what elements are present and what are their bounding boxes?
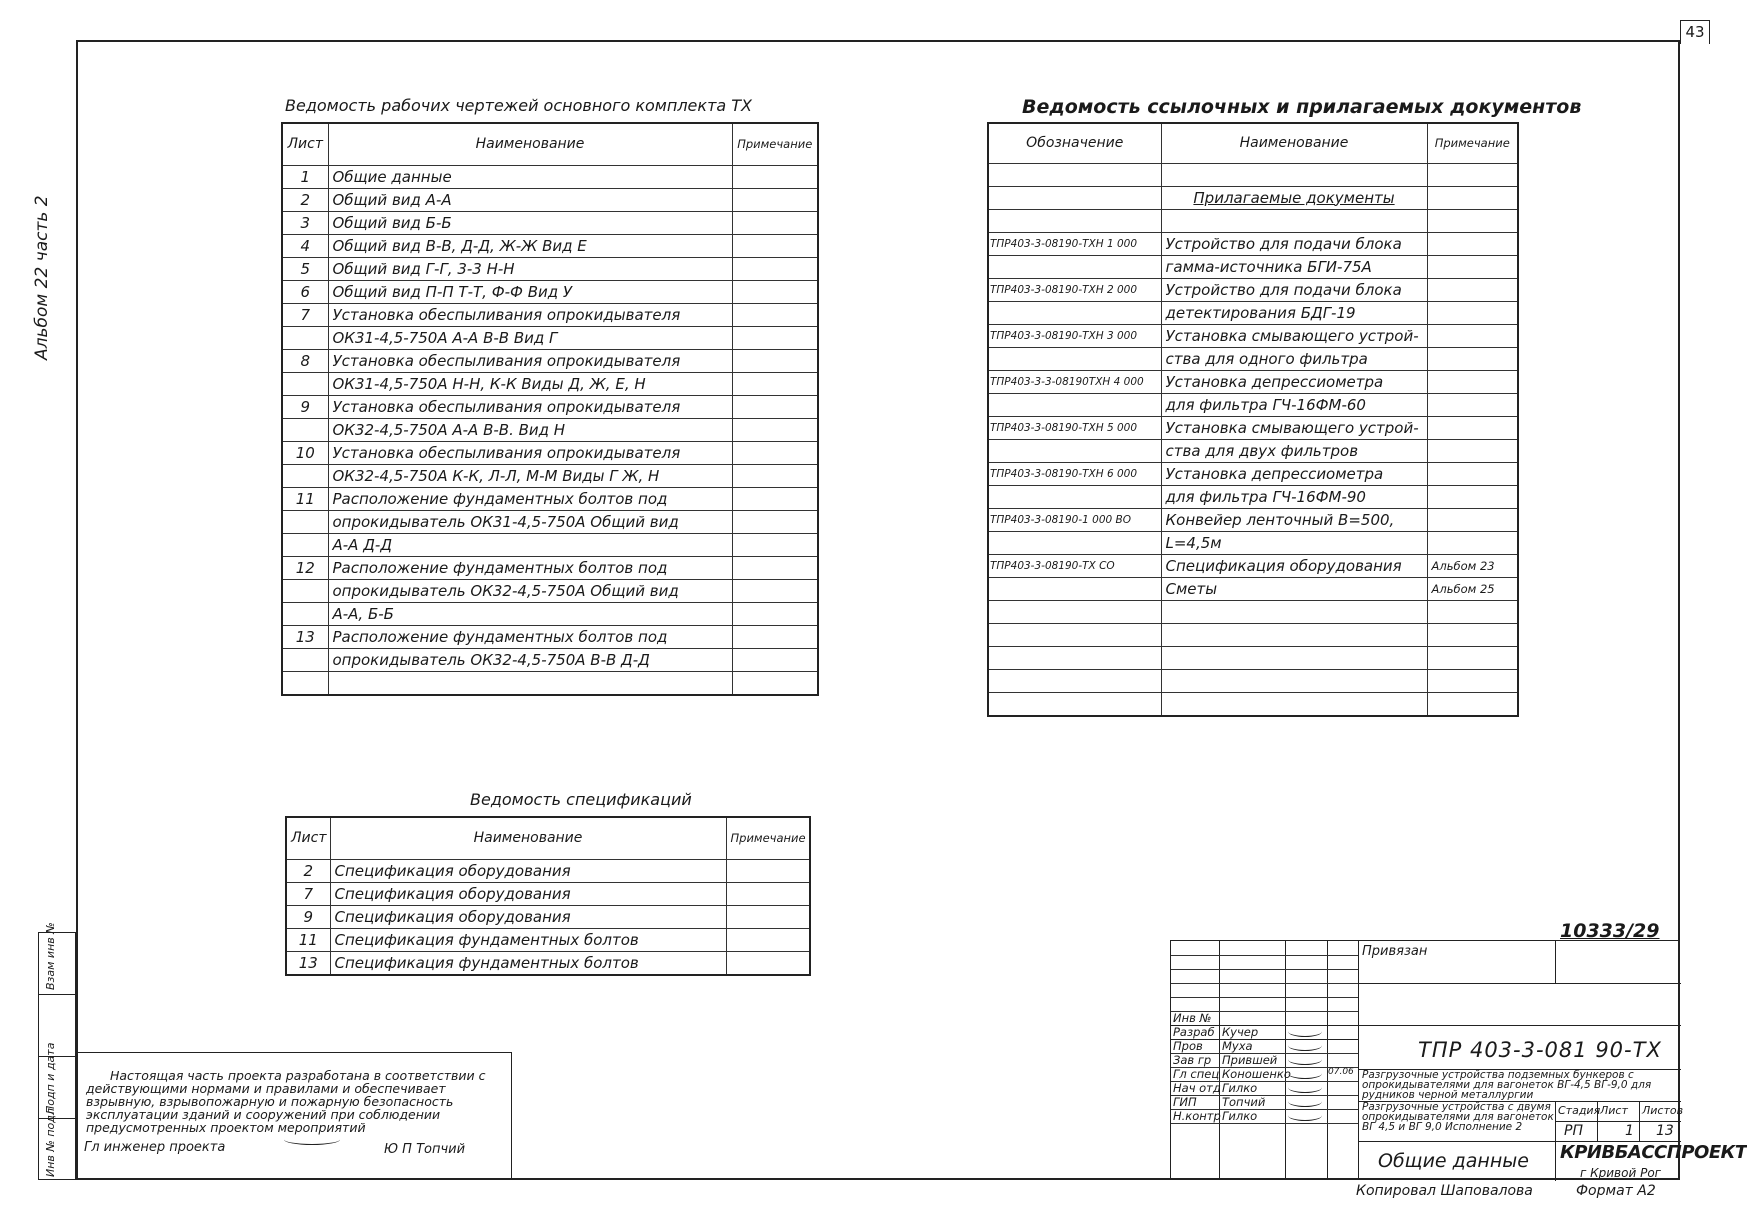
sheet-number-cell — [282, 533, 328, 556]
sheet-note-cell — [732, 671, 818, 695]
reference-code-cell — [988, 301, 1161, 324]
reference-code-cell — [988, 600, 1161, 623]
reference-name-cell — [1161, 623, 1427, 646]
stamp-name: Коношенко — [1222, 1067, 1291, 1081]
reference-code-cell: ТПР403-3-08190-ТХН 1 000 — [988, 232, 1161, 255]
table-row — [988, 324, 1518, 347]
reference-note-cell — [1427, 186, 1518, 209]
sheet-note-cell — [732, 349, 818, 372]
sheet-note-cell — [732, 579, 818, 602]
sheet-note-cell — [732, 418, 818, 441]
table-row — [988, 347, 1518, 370]
table-row — [988, 646, 1518, 669]
sheet-number-cell — [282, 464, 328, 487]
table-row — [988, 255, 1518, 278]
stamp-role: Пров — [1173, 1039, 1203, 1053]
sheet-name-cell: Общие данные — [328, 165, 732, 188]
stamp-name: Прившей — [1222, 1053, 1278, 1067]
reference-name-cell: ства для одного фильтра — [1161, 347, 1427, 370]
sheet-title: Общие данные — [1378, 1150, 1529, 1172]
reference-code-cell — [988, 186, 1161, 209]
spec-note-cell — [726, 905, 810, 928]
reference-note-cell: Альбом 23 — [1427, 554, 1518, 577]
reference-note-cell — [1427, 370, 1518, 393]
reference-name-cell — [1161, 209, 1427, 232]
sheet-number-cell — [282, 602, 328, 625]
reference-name-cell: Установка смывающего устрой- — [1161, 324, 1427, 347]
sheet-number-cell: 8 — [282, 349, 328, 372]
reference-code-cell: ТПР403-3-08190-1 000 ВО — [988, 508, 1161, 531]
table-row — [282, 671, 818, 695]
stamp-name: Муха — [1222, 1039, 1253, 1053]
reference-note-cell — [1427, 669, 1518, 692]
reference-code-cell: ТПР403-3-08190-ТХН 5 000 — [988, 416, 1161, 439]
sheet-name-cell: Установка обеспыливания опрокидывателя — [328, 395, 732, 418]
table-row — [282, 556, 818, 579]
sheet-note-cell — [732, 303, 818, 326]
sheet-name-cell: Общий вид Г-Г, 3-3 Н-Н — [328, 257, 732, 280]
signature-mark — [1288, 1110, 1322, 1121]
references-table-title: Ведомость ссылочных и прилагаемых документов — [1022, 96, 1582, 118]
sheet-number-cell: 2 — [282, 188, 328, 211]
reference-code-cell — [988, 646, 1161, 669]
sheet-note-cell — [732, 395, 818, 418]
table-row — [282, 303, 818, 326]
table-row — [282, 165, 818, 188]
reference-note-cell — [1427, 531, 1518, 554]
table-row — [282, 280, 818, 303]
references-table — [987, 122, 1519, 717]
sheet-note-cell — [732, 441, 818, 464]
sheet-name-cell: А-А, Б-Б — [328, 602, 732, 625]
stamp-name: Топчий — [1222, 1095, 1266, 1109]
reference-note-cell — [1427, 416, 1518, 439]
reference-name-cell: Устройство для подачи блока — [1161, 278, 1427, 301]
references-table-body — [988, 163, 1518, 716]
reference-note-cell — [1427, 163, 1518, 186]
reference-code-cell — [988, 577, 1161, 600]
spec-note-cell — [726, 859, 810, 882]
sheet-note-cell — [732, 533, 818, 556]
sheet-note-cell — [732, 510, 818, 533]
stamp-role: Гл спец — [1173, 1067, 1220, 1081]
copied-by: Копировал Шаповалова — [1356, 1183, 1533, 1199]
sheet-note-cell — [732, 211, 818, 234]
table-row — [282, 602, 818, 625]
header-name: Наименование — [328, 123, 732, 165]
spec-name-cell: Спецификация оборудования — [330, 859, 726, 882]
reference-name-cell — [1161, 692, 1427, 716]
header-note: Примечание — [726, 817, 810, 859]
table-row — [286, 951, 810, 975]
sheet-number-cell — [282, 326, 328, 349]
spec-table-title: Ведомость спецификаций — [470, 790, 692, 809]
sheet-name-cell: Установка обеспыливания опрокидывателя — [328, 441, 732, 464]
reference-code-cell — [988, 255, 1161, 278]
sheet-name-cell: Установка обеспыливания опрокидывателя — [328, 349, 732, 372]
album-label: Альбом 22 часть 2 — [32, 195, 52, 360]
drawings-table-title: Ведомость рабочих чертежей основного комплекта ТХ — [285, 96, 753, 115]
table-row — [282, 510, 818, 533]
sheet-number-cell: 4 — [282, 234, 328, 257]
sheet-name-cell: опрокидыватель ОК31-4,5-750А Общий вид — [328, 510, 732, 533]
sheet-number-cell — [282, 579, 328, 602]
sheet-number-cell — [282, 510, 328, 533]
stamp-name: Кучер — [1222, 1025, 1259, 1039]
sheet-number-cell — [282, 372, 328, 395]
table-row — [988, 301, 1518, 324]
stamp-role: Зав гр — [1173, 1053, 1212, 1067]
sheet-number-cell: 5 — [282, 257, 328, 280]
spec-note-cell — [726, 951, 810, 975]
page-number: 43 — [1680, 20, 1710, 44]
sheet-name-cell: Общий вид П-П Т-Т, Ф-Ф Вид У — [328, 280, 732, 303]
sheet-number-cell — [282, 648, 328, 671]
sheet-name-cell: Общий вид В-В, Д-Д, Ж-Ж Вид Е — [328, 234, 732, 257]
sheet-name-cell: Общий вид Б-Б — [328, 211, 732, 234]
reference-name-cell: гамма-источника БГИ-75А — [1161, 255, 1427, 278]
sheet-note-cell — [732, 165, 818, 188]
paper-format: Формат А2 — [1576, 1183, 1656, 1199]
sheet-number-cell — [282, 671, 328, 695]
sheet-note-cell — [732, 188, 818, 211]
table-row — [988, 485, 1518, 508]
sheet-name-cell: ОК32-4,5-750А К-К, Л-Л, М-М Виды Г Ж, Н — [328, 464, 732, 487]
sheet-note-cell — [732, 487, 818, 510]
sheets-label: Листов — [1642, 1104, 1684, 1117]
sheets-value: 13 — [1656, 1123, 1674, 1139]
title-block — [1170, 940, 1747, 1180]
reference-note-cell — [1427, 485, 1518, 508]
table-row — [282, 579, 818, 602]
reference-note-cell — [1427, 646, 1518, 669]
spec-table — [285, 816, 811, 976]
spec-name-cell: Спецификация оборудования — [330, 882, 726, 905]
reference-note-cell — [1427, 692, 1518, 716]
sheet-number-cell: 11 — [282, 487, 328, 510]
sheet-number-cell: 13 — [282, 625, 328, 648]
binding-number: 10333/29 — [1560, 920, 1660, 942]
reference-note-cell — [1427, 232, 1518, 255]
table-row — [988, 531, 1518, 554]
reference-name-cell: для фильтра ГЧ-16ФМ-60 — [1161, 393, 1427, 416]
sheet-note-cell — [732, 464, 818, 487]
table-row — [282, 625, 818, 648]
header-note: Примечание — [732, 123, 818, 165]
reference-name-cell: Установка депрессиометра — [1161, 370, 1427, 393]
sheet-name-cell — [328, 671, 732, 695]
sheet-number-cell: 13 — [286, 951, 330, 975]
table-row — [988, 209, 1518, 232]
document-description: Разгрузочные устройства подземных бункеров с опрокидывателями для вагонеток ВГ-4,5 ВГ-9,0 для рудников черной металлургии — [1362, 1069, 1652, 1101]
reference-note-cell — [1427, 393, 1518, 416]
reference-name-cell — [1161, 163, 1427, 186]
reference-code-cell: ТПР403-3-08190-ТХН 6 000 — [988, 462, 1161, 485]
reference-name-cell — [1161, 646, 1427, 669]
signature-mark — [1288, 1096, 1322, 1107]
reference-name-cell: Устройство для подачи блока — [1161, 232, 1427, 255]
table-row — [286, 905, 810, 928]
sheet-number-cell: 6 — [282, 280, 328, 303]
signature-mark — [1288, 1068, 1322, 1079]
spec-name-cell: Спецификация фундаментных болтов — [330, 951, 726, 975]
side-strip-cell: Взам инв № — [39, 933, 75, 995]
table-row — [286, 882, 810, 905]
spec-note-cell — [726, 882, 810, 905]
table-row — [286, 859, 810, 882]
sheet-name-cell: опрокидыватель ОК32-4,5-750А Общий вид — [328, 579, 732, 602]
sheet-number-cell: 9 — [282, 395, 328, 418]
table-row — [282, 257, 818, 280]
sheet-value: 1 — [1625, 1123, 1634, 1139]
sheet-number-cell: 3 — [282, 211, 328, 234]
table-row — [988, 232, 1518, 255]
reference-code-cell — [988, 209, 1161, 232]
reference-note-cell — [1427, 439, 1518, 462]
reference-note-cell — [1427, 209, 1518, 232]
sheet-note-cell — [732, 257, 818, 280]
sheet-name-cell: Расположение фундаментных болтов под — [328, 556, 732, 579]
sheet-name-cell: Расположение фундаментных болтов под — [328, 487, 732, 510]
sheet-note-cell — [732, 326, 818, 349]
reference-name-cell — [1161, 600, 1427, 623]
table-row — [282, 648, 818, 671]
reference-code-cell — [988, 439, 1161, 462]
reference-note-cell — [1427, 623, 1518, 646]
table-row — [988, 370, 1518, 393]
signature-mark — [1288, 1082, 1322, 1093]
table-row — [988, 416, 1518, 439]
sheet-name-cell: опрокидыватель ОК32-4,5-750А В-В Д-Д — [328, 648, 732, 671]
organization-logo: КРИВБАССПРОЕКТ — [1560, 1142, 1747, 1163]
document-code: ТПР 403-3-081 90-ТХ — [1418, 1038, 1662, 1062]
reference-code-cell: ТПР403-3-3-08190ТХН 4 000 — [988, 370, 1161, 393]
reference-name-cell: для фильтра ГЧ-16ФМ-90 — [1161, 485, 1427, 508]
sheet-label: Лист — [1600, 1104, 1628, 1117]
drawings-table-body — [282, 165, 818, 695]
table-row — [988, 692, 1518, 716]
table-row — [988, 554, 1518, 577]
spec-note-cell — [726, 928, 810, 951]
sheet-name-cell: Установка обеспыливания опрокидывателя — [328, 303, 732, 326]
table-row — [282, 372, 818, 395]
sheet-number-cell: 11 — [286, 928, 330, 951]
project-note-text: Настоящая часть проекта разработана в соответствии с действующими нормами и правилами и обеспечивает взрывную, взрывопожарную и пожарную безопасность эксплуатации зданий и сооружений при соблюдении предусмотренных проектом мероприятий — [86, 1068, 486, 1135]
table-row — [286, 928, 810, 951]
sheet-number-cell: 9 — [286, 905, 330, 928]
signature-mark — [1288, 1054, 1322, 1065]
table-row — [988, 186, 1518, 209]
reference-code-cell: ТПР403-3-08190-ТХН 3 000 — [988, 324, 1161, 347]
reference-note-cell — [1427, 278, 1518, 301]
sheet-number-cell: 7 — [282, 303, 328, 326]
table-row — [282, 188, 818, 211]
chief-engineer-role: Гл инженер проекта — [84, 1140, 226, 1155]
date-fragment: 07.06 — [1328, 1067, 1354, 1077]
reference-code-cell — [988, 669, 1161, 692]
table-row — [282, 487, 818, 510]
reference-note-cell — [1427, 462, 1518, 485]
reference-code-cell: ТПР403-3-08190-ТХ СО — [988, 554, 1161, 577]
table-row — [988, 163, 1518, 186]
stage-value: РП — [1564, 1123, 1583, 1139]
reference-note-cell — [1427, 301, 1518, 324]
bound-label: Привязан — [1362, 944, 1428, 959]
reference-note-cell: Альбом 25 — [1427, 577, 1518, 600]
sheet-name-cell: А-А Д-Д — [328, 533, 732, 556]
signature-mark — [284, 1134, 340, 1145]
table-row — [282, 441, 818, 464]
reference-code-cell — [988, 623, 1161, 646]
sheet-note-cell — [732, 625, 818, 648]
table-row — [988, 508, 1518, 531]
sheet-name-cell: ОК32-4,5-750А А-А В-В. Вид Н — [328, 418, 732, 441]
reference-code-cell: ТПР403-3-08190-ТХН 2 000 — [988, 278, 1161, 301]
table-row — [988, 623, 1518, 646]
sheet-note-cell — [732, 234, 818, 257]
reference-name-cell: детектирования БДГ-19 — [1161, 301, 1427, 324]
side-strip-cell: Инв № подл — [44, 1108, 57, 1177]
table-row — [988, 439, 1518, 462]
sheet-name-cell: Общий вид А-А — [328, 188, 732, 211]
sheet-number-cell: 12 — [282, 556, 328, 579]
reference-name-cell: Установка смывающего устрой- — [1161, 416, 1427, 439]
reference-code-cell — [988, 531, 1161, 554]
header-note: Примечание — [1427, 123, 1518, 163]
signature-mark — [1288, 1026, 1322, 1037]
table-row — [282, 418, 818, 441]
reference-code-cell — [988, 347, 1161, 370]
stamp-role: ГИП — [1173, 1095, 1197, 1109]
sheet-note-cell — [732, 372, 818, 395]
table-row — [988, 669, 1518, 692]
document-sub-description: Разгрузочные устройства с двумя опрокидывателями для вагонеток ВГ 4,5 и ВГ 9,0 Исполнение 2 — [1362, 1101, 1554, 1133]
stamp-role: Разраб — [1173, 1025, 1215, 1039]
header-code: Обозначение — [988, 123, 1161, 163]
sheet-note-cell — [732, 280, 818, 303]
sheet-number-cell: 2 — [286, 859, 330, 882]
sheet-name-cell: ОК31-4,5-750А Н-Н, К-К Виды Д, Ж, Е, Н — [328, 372, 732, 395]
reference-code-cell — [988, 163, 1161, 186]
table-row — [282, 234, 818, 257]
table-row — [282, 211, 818, 234]
stamp-name: Гилко — [1222, 1109, 1258, 1123]
header-name: Наименование — [1161, 123, 1427, 163]
header-sheet: Лист — [282, 123, 328, 165]
inv-label: Инв № — [1173, 1011, 1212, 1025]
reference-note-cell — [1427, 508, 1518, 531]
sheet-number-cell: 7 — [286, 882, 330, 905]
spec-table-body — [286, 859, 810, 975]
sheet-number-cell — [282, 418, 328, 441]
reference-note-cell — [1427, 600, 1518, 623]
reference-code-cell — [988, 485, 1161, 508]
reference-code-cell — [988, 692, 1161, 716]
table-row — [282, 395, 818, 418]
header-name: Наименование — [330, 817, 726, 859]
side-strip — [38, 922, 76, 1180]
sheet-note-cell — [732, 602, 818, 625]
table-row — [282, 533, 818, 556]
reference-name-cell: ства для двух фильтров — [1161, 439, 1427, 462]
drawings-table — [281, 122, 819, 696]
stamp-role: Н.контр — [1173, 1109, 1221, 1123]
reference-note-cell — [1427, 255, 1518, 278]
reference-name-cell: Конвейер ленточный В=500, — [1161, 508, 1427, 531]
table-row — [282, 464, 818, 487]
reference-note-cell — [1427, 347, 1518, 370]
sheet-name-cell: ОК31-4,5-750А А-А В-В Вид Г — [328, 326, 732, 349]
sheet-name-cell: Расположение фундаментных болтов под — [328, 625, 732, 648]
reference-note-cell — [1427, 324, 1518, 347]
spec-name-cell: Спецификация оборудования — [330, 905, 726, 928]
reference-name-cell — [1161, 669, 1427, 692]
table-row — [282, 349, 818, 372]
stage-label: Стадия — [1558, 1104, 1601, 1117]
project-note — [76, 1052, 512, 1180]
header-sheet: Лист — [286, 817, 330, 859]
reference-code-cell — [988, 393, 1161, 416]
reference-name-cell: Установка депрессиометра — [1161, 462, 1427, 485]
side-strip-cell: Подп и дата — [39, 1057, 75, 1119]
reference-name-cell: Спецификация оборудования — [1161, 554, 1427, 577]
table-row — [988, 462, 1518, 485]
signature-mark — [1288, 1040, 1322, 1051]
table-row — [988, 600, 1518, 623]
spec-name-cell: Спецификация фундаментных болтов — [330, 928, 726, 951]
table-row — [988, 393, 1518, 416]
sheet-number-cell: 1 — [282, 165, 328, 188]
stamp-name: Гилко — [1222, 1081, 1258, 1095]
sheet-number-cell: 10 — [282, 441, 328, 464]
chief-engineer-name: Ю П Топчий — [384, 1142, 466, 1157]
table-row — [282, 326, 818, 349]
reference-name-cell: L=4,5м — [1161, 531, 1427, 554]
sheet-note-cell — [732, 556, 818, 579]
sheet-note-cell — [732, 648, 818, 671]
organization-city: г Кривой Рог — [1580, 1166, 1661, 1180]
reference-name-cell: Сметы — [1161, 577, 1427, 600]
table-row — [988, 278, 1518, 301]
stamp-role: Нач отд — [1173, 1081, 1221, 1095]
table-row — [988, 577, 1518, 600]
reference-name-cell: Прилагаемые документы — [1161, 186, 1427, 209]
